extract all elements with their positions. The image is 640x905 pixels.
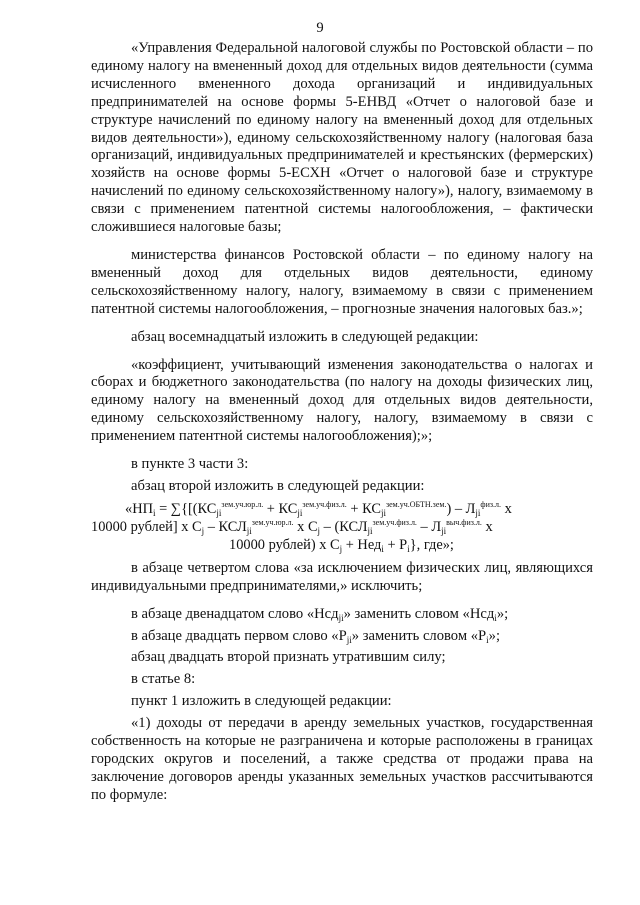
formula bbox=[91, 500, 593, 554]
paragraph: абзац восемнадцатый изложить в следующей редакции: bbox=[131, 328, 479, 345]
paragraph: «1) доходы от передачи в аренду земельных участков, государственная собственность на которые не разграничена и которые расположены в границах городских округов и поселений, а также средства от продажи права на заключение договоров аренды указанных земельных участков рассчитываются по формуле: bbox=[91, 715, 593, 803]
paragraph: пункт 1 изложить в следующей редакции: bbox=[131, 693, 392, 710]
paragraph-nsd: в абзаце двенадцатом слово «Нсд$_{ji}$» заменить словом «Нсд$_i$»; bbox=[131, 605, 509, 623]
formula-line-3: 10000 рублей) х $С_j + Нед_i + Р_i$}, где»; bbox=[229, 536, 454, 554]
formula-line-1: «$НП_i = \sum\{[(КС_{ji}^{зем.уч.юр.л.} + КС_{ji}^{зем.уч.физ.л.} + КС_{ji}^{зем.уч.ОБТН.зем.}) - Л_{ji}^{физ.л.}$ х bbox=[125, 499, 512, 518]
paragraph: «коэффициент, учитывающий изменения законодательства о налогах и сборах и бюджетного законодательства (по налогу на доходы физических лиц, единому налогу на вмененный доход для отдельных видов деятельности, единому сельскохозяйственному налогу, налогу, взимаемому в связи с применением патентной системы налогообложения);»; bbox=[91, 356, 593, 445]
paragraph: абзац второй изложить в следующей редакции: bbox=[131, 477, 425, 494]
document-body bbox=[91, 40, 593, 809]
paragraph: в пункте 3 части 3: bbox=[131, 456, 249, 473]
paragraph: в абзаце четвертом слова «за исключением физических лиц, являющихся индивидуальными предпринимателями,» исключить; bbox=[91, 559, 593, 594]
paragraph: в статье 8: bbox=[131, 671, 196, 688]
page-number: 9 bbox=[316, 20, 324, 36]
paragraph: абзац двадцать второй признать утратившим силу; bbox=[131, 649, 446, 666]
paragraph: «Управления Федеральной налоговой службы по Ростовской области – по единому налогу на вмененный доход для отдельных видов деятельности (сумма исчисленного вмененного дохода организаций и индивидуальных предпринимателей на основе формы 5-ЕНВД «Отчет о налоговой базе и структуре начислений по единому налогу на вмененный доход для отдельных видов деятельности»), единому сельскохозяйственному налогу (налоговая база организаций, индивидуальных предпринимателей и крестьянских (фермерских) хозяйств на основе формы 5-ЕСХН «Отчет о налоговой базе и структуре начислений по единому сельскохозяйственному налогу»), налогу, взимаемому в связи с применением патентной системы налогообложения, – фактически сложившиеся налоговые базы; bbox=[91, 40, 593, 236]
paragraph: министерства финансов Ростовской области – по единому налогу на вмененный доход для отдельных видов деятельности, единому сельскохозяйственному налогу, налогу, взимаемому в связи с применением патентной системы налогообложения, – прогнозные значения налоговых баз.»; bbox=[91, 246, 593, 317]
paragraph-r: в абзаце двадцать первом слово «$Р_{ji}$» заменить словом «$Р_i$»; bbox=[131, 627, 500, 645]
formula-line-2: 10000 рублей] х $С_j - КСЛ_{ji}^{зем.уч.юр.л.}$ х $С_j - (КСЛ_{ji}^{зем.уч.физ.л.} - Л_{ji}^{выч.физ.л.}$ х bbox=[91, 517, 493, 536]
